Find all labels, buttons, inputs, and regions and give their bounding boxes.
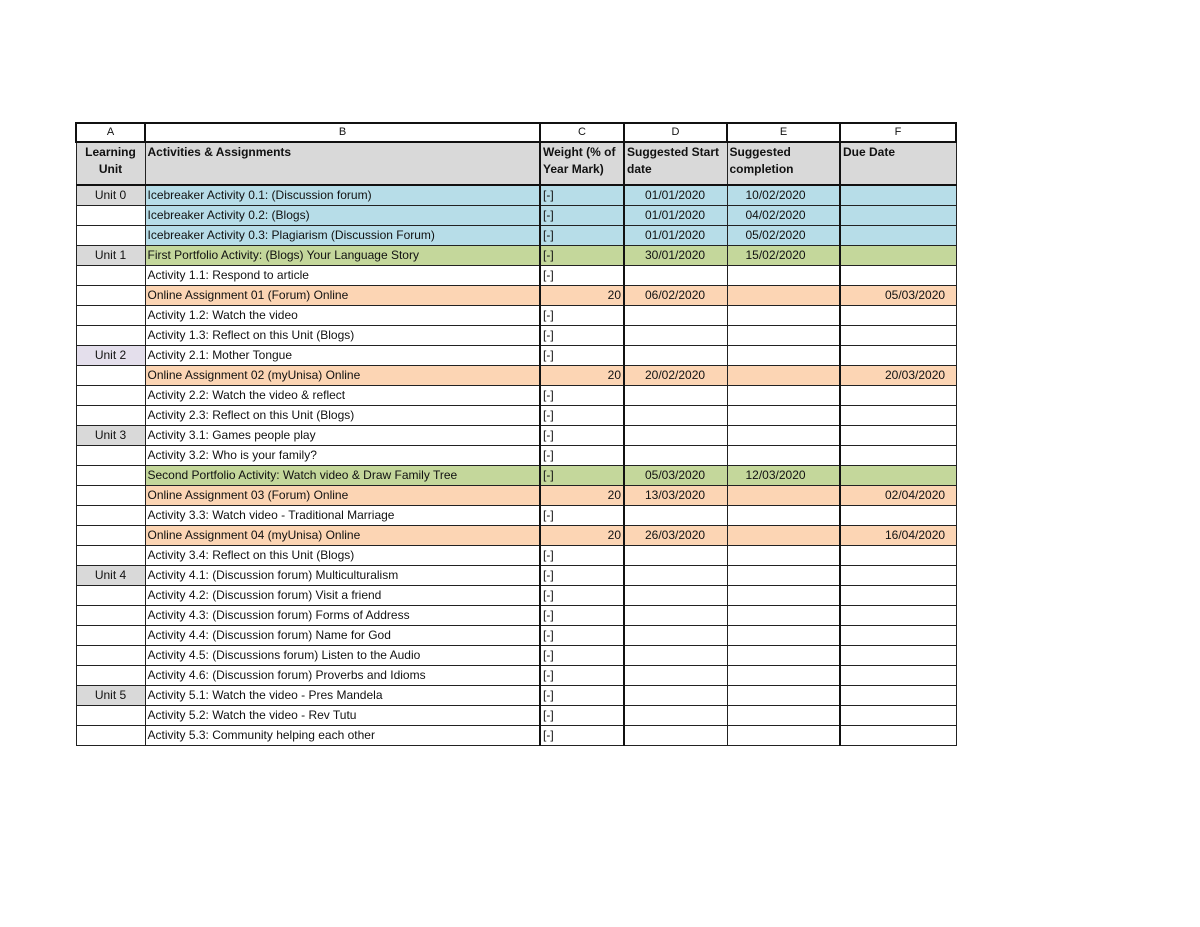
table-row (76, 386, 956, 406)
table-row (76, 546, 956, 566)
cell-start-date[interactable]: 05/03/2020 (624, 466, 727, 486)
cell-start-date[interactable] (624, 586, 727, 606)
cell-due-date[interactable] (840, 185, 956, 206)
column-letter-e[interactable]: E (727, 123, 840, 142)
cell-activity[interactable]: Activity 1.3: Reflect on this Unit (Blogs) (145, 326, 540, 346)
cell-start-date[interactable] (624, 666, 727, 686)
cell-weight[interactable]: [-] (540, 606, 624, 626)
table-row (76, 426, 956, 446)
cell-completion[interactable]: 15/02/2020 (727, 246, 840, 266)
cell-start-date[interactable] (624, 326, 727, 346)
cell-weight[interactable]: [-] (540, 546, 624, 566)
cell-start-date[interactable] (624, 606, 727, 626)
cell-completion[interactable] (727, 626, 840, 646)
cell-completion[interactable]: 10/02/2020 (727, 185, 840, 206)
cell-due-date[interactable] (840, 346, 956, 366)
cell-learning-unit[interactable] (76, 506, 145, 526)
cell-learning-unit[interactable] (76, 626, 145, 646)
cell-activity[interactable]: Online Assignment 01 (Forum) Online (145, 286, 540, 306)
header-activities: Activities & Assignments (145, 142, 540, 185)
table-row (76, 606, 956, 626)
cell-completion[interactable] (727, 486, 840, 506)
cell-weight[interactable]: 20 (540, 526, 624, 546)
cell-start-date[interactable] (624, 626, 727, 646)
cell-start-date[interactable]: 01/01/2020 (624, 226, 727, 246)
cell-learning-unit[interactable] (76, 486, 145, 506)
cell-activity[interactable]: Activity 1.1: Respond to article (145, 266, 540, 286)
cell-due-date[interactable] (840, 606, 956, 626)
cell-completion[interactable] (727, 586, 840, 606)
cell-weight[interactable]: [-] (540, 626, 624, 646)
cell-learning-unit[interactable]: Unit 3 (76, 426, 145, 446)
column-letter-a[interactable]: A (76, 123, 145, 142)
cell-weight[interactable]: [-] (540, 706, 624, 726)
table-row (76, 226, 956, 246)
cell-activity[interactable]: Activity 5.2: Watch the video - Rev Tutu (145, 706, 540, 726)
table-row (76, 446, 956, 466)
cell-activity[interactable]: Online Assignment 02 (myUnisa) Online (145, 366, 540, 386)
cell-activity[interactable]: Activity 4.5: (Discussions forum) Listen to the Audio (145, 646, 540, 666)
cell-activity[interactable]: Icebreaker Activity 0.3: Plagiarism (Discussion Forum) (145, 226, 540, 246)
cell-weight[interactable]: 20 (540, 486, 624, 506)
cell-activity[interactable]: Icebreaker Activity 0.2: (Blogs) (145, 206, 540, 226)
cell-completion[interactable] (727, 546, 840, 566)
table-row (76, 646, 956, 666)
cell-learning-unit[interactable] (76, 706, 145, 726)
cell-start-date[interactable] (624, 706, 727, 726)
cell-activity[interactable]: Activity 2.3: Reflect on this Unit (Blogs) (145, 406, 540, 426)
table-row (76, 346, 956, 366)
table-row (76, 185, 956, 206)
cell-learning-unit[interactable] (76, 226, 145, 246)
cell-weight[interactable]: [-] (540, 326, 624, 346)
cell-activity[interactable]: Activity 3.3: Watch video - Traditional Marriage (145, 506, 540, 526)
cell-weight[interactable]: [-] (540, 506, 624, 526)
cell-learning-unit[interactable] (76, 326, 145, 346)
cell-activity[interactable]: Activity 3.4: Reflect on this Unit (Blogs) (145, 546, 540, 566)
cell-activity[interactable]: Second Portfolio Activity: Watch video & Draw Family Tree (145, 466, 540, 486)
cell-weight[interactable]: [-] (540, 346, 624, 366)
cell-completion[interactable] (727, 326, 840, 346)
cell-completion[interactable] (727, 406, 840, 426)
table-body (76, 185, 956, 746)
cell-start-date[interactable] (624, 426, 727, 446)
cell-start-date[interactable] (624, 726, 727, 746)
cell-completion[interactable]: 04/02/2020 (727, 206, 840, 226)
cell-learning-unit[interactable] (76, 466, 145, 486)
cell-start-date[interactable] (624, 306, 727, 326)
cell-completion[interactable] (727, 286, 840, 306)
cell-learning-unit[interactable] (76, 406, 145, 426)
cell-start-date[interactable] (624, 506, 727, 526)
cell-start-date[interactable]: 13/03/2020 (624, 486, 727, 506)
cell-due-date[interactable] (840, 666, 956, 686)
cell-activity[interactable]: Activity 2.1: Mother Tongue (145, 346, 540, 366)
cell-due-date[interactable] (840, 466, 956, 486)
cell-learning-unit[interactable] (76, 366, 145, 386)
cell-activity[interactable]: Activity 4.4: (Discussion forum) Name for God (145, 626, 540, 646)
cell-start-date[interactable]: 06/02/2020 (624, 286, 727, 306)
cell-learning-unit[interactable]: Unit 2 (76, 346, 145, 366)
cell-weight[interactable]: [-] (540, 246, 624, 266)
cell-due-date[interactable] (840, 266, 956, 286)
cell-weight[interactable]: [-] (540, 726, 624, 746)
cell-due-date[interactable] (840, 726, 956, 746)
table-row (76, 406, 956, 426)
cell-learning-unit[interactable] (76, 206, 145, 226)
cell-learning-unit[interactable]: Unit 4 (76, 566, 145, 586)
cell-completion[interactable] (727, 646, 840, 666)
cell-due-date[interactable] (840, 706, 956, 726)
table-row (76, 266, 956, 286)
cell-start-date[interactable] (624, 686, 727, 706)
cell-activity[interactable]: Activity 4.2: (Discussion forum) Visit a friend (145, 586, 540, 606)
table-row (76, 486, 956, 506)
table-row (76, 526, 956, 546)
cell-due-date[interactable]: 02/04/2020 (840, 486, 956, 506)
header-completion: Suggested completion (727, 142, 840, 185)
column-letter-row (76, 123, 956, 142)
cell-activity[interactable]: Icebreaker Activity 0.1: (Discussion forum) (145, 185, 540, 206)
cell-learning-unit[interactable]: Unit 5 (76, 686, 145, 706)
cell-learning-unit[interactable] (76, 726, 145, 746)
cell-activity[interactable]: Online Assignment 03 (Forum) Online (145, 486, 540, 506)
cell-learning-unit[interactable] (76, 666, 145, 686)
cell-weight[interactable]: [-] (540, 266, 624, 286)
cell-weight[interactable]: [-] (540, 586, 624, 606)
cell-weight[interactable]: [-] (540, 666, 624, 686)
cell-activity[interactable]: Activity 5.3: Community helping each other (145, 726, 540, 746)
cell-weight[interactable]: [-] (540, 386, 624, 406)
cell-due-date[interactable] (840, 686, 956, 706)
cell-due-date[interactable]: 05/03/2020 (840, 286, 956, 306)
cell-completion[interactable] (727, 526, 840, 546)
cell-activity[interactable]: Online Assignment 04 (myUnisa) Online (145, 526, 540, 546)
cell-completion[interactable] (727, 706, 840, 726)
cell-due-date[interactable] (840, 426, 956, 446)
table-row (76, 706, 956, 726)
cell-activity[interactable]: First Portfolio Activity: (Blogs) Your Language Story (145, 246, 540, 266)
cell-learning-unit[interactable] (76, 266, 145, 286)
cell-learning-unit[interactable] (76, 586, 145, 606)
cell-weight[interactable]: [-] (540, 406, 624, 426)
table-row (76, 586, 956, 606)
cell-start-date[interactable] (624, 266, 727, 286)
cell-weight[interactable]: [-] (540, 306, 624, 326)
column-letter-f[interactable]: F (840, 123, 956, 142)
column-letter-c[interactable]: C (540, 123, 624, 142)
cell-learning-unit[interactable]: Unit 1 (76, 246, 145, 266)
cell-start-date[interactable] (624, 566, 727, 586)
cell-due-date[interactable] (840, 226, 956, 246)
cell-weight[interactable]: [-] (540, 426, 624, 446)
cell-due-date[interactable] (840, 246, 956, 266)
cell-due-date[interactable] (840, 306, 956, 326)
table-row (76, 626, 956, 646)
cell-due-date[interactable] (840, 206, 956, 226)
cell-learning-unit[interactable] (76, 546, 145, 566)
cell-start-date[interactable]: 20/02/2020 (624, 366, 727, 386)
cell-completion[interactable] (727, 446, 840, 466)
table-row (76, 306, 956, 326)
cell-completion[interactable]: 12/03/2020 (727, 466, 840, 486)
cell-learning-unit[interactable] (76, 286, 145, 306)
cell-learning-unit[interactable] (76, 606, 145, 626)
table-row (76, 566, 956, 586)
cell-weight[interactable]: 20 (540, 366, 624, 386)
cell-activity[interactable]: Activity 4.1: (Discussion forum) Multiculturalism (145, 566, 540, 586)
cell-weight[interactable]: [-] (540, 446, 624, 466)
cell-completion[interactable] (727, 606, 840, 626)
cell-completion[interactable] (727, 686, 840, 706)
cell-learning-unit[interactable] (76, 306, 145, 326)
cell-start-date[interactable]: 30/01/2020 (624, 246, 727, 266)
cell-weight[interactable]: [-] (540, 646, 624, 666)
header-start-date: Suggested Start date (624, 142, 727, 185)
cell-activity[interactable]: Activity 4.6: (Discussion forum) Proverbs and Idioms (145, 666, 540, 686)
cell-weight[interactable]: 20 (540, 286, 624, 306)
table-row (76, 466, 956, 486)
table-row (76, 246, 956, 266)
cell-start-date[interactable] (624, 406, 727, 426)
cell-weight[interactable]: [-] (540, 226, 624, 246)
cell-completion[interactable] (727, 266, 840, 286)
header-weight: Weight (% of Year Mark) (540, 142, 624, 185)
cell-start-date[interactable]: 01/01/2020 (624, 206, 727, 226)
cell-activity[interactable]: Activity 1.2: Watch the video (145, 306, 540, 326)
table-row (76, 726, 956, 746)
cell-activity[interactable]: Activity 4.3: (Discussion forum) Forms of Address (145, 606, 540, 626)
cell-activity[interactable]: Activity 5.1: Watch the video - Pres Mandela (145, 686, 540, 706)
schedule-table (75, 122, 957, 746)
table-row (76, 206, 956, 226)
cell-start-date[interactable]: 26/03/2020 (624, 526, 727, 546)
cell-completion[interactable] (727, 386, 840, 406)
cell-completion[interactable] (727, 566, 840, 586)
cell-due-date[interactable] (840, 586, 956, 606)
cell-completion[interactable] (727, 426, 840, 446)
cell-due-date[interactable] (840, 566, 956, 586)
cell-learning-unit[interactable]: Unit 0 (76, 185, 145, 206)
table-row (76, 326, 956, 346)
cell-due-date[interactable] (840, 326, 956, 346)
cell-learning-unit[interactable] (76, 386, 145, 406)
cell-completion[interactable]: 05/02/2020 (727, 226, 840, 246)
cell-start-date[interactable]: 01/01/2020 (624, 185, 727, 206)
cell-due-date[interactable] (840, 386, 956, 406)
cell-due-date[interactable] (840, 406, 956, 426)
cell-start-date[interactable] (624, 646, 727, 666)
cell-due-date[interactable] (840, 506, 956, 526)
cell-start-date[interactable] (624, 386, 727, 406)
header-row (76, 142, 956, 185)
cell-start-date[interactable] (624, 346, 727, 366)
table-row (76, 366, 956, 386)
cell-completion[interactable] (727, 666, 840, 686)
cell-completion[interactable] (727, 366, 840, 386)
cell-due-date[interactable] (840, 626, 956, 646)
cell-learning-unit[interactable] (76, 526, 145, 546)
cell-due-date[interactable] (840, 646, 956, 666)
cell-activity[interactable]: Activity 2.2: Watch the video & reflect (145, 386, 540, 406)
header-learning-unit: Learning Unit (76, 142, 145, 185)
table-row (76, 286, 956, 306)
header-due-date: Due Date (840, 142, 956, 185)
cell-start-date[interactable] (624, 546, 727, 566)
cell-weight[interactable]: [-] (540, 206, 624, 226)
cell-weight[interactable]: [-] (540, 566, 624, 586)
cell-weight[interactable]: [-] (540, 686, 624, 706)
cell-completion[interactable] (727, 346, 840, 366)
table-row (76, 686, 956, 706)
cell-activity[interactable]: Activity 3.2: Who is your family? (145, 446, 540, 466)
cell-due-date[interactable] (840, 446, 956, 466)
cell-activity[interactable]: Activity 3.1: Games people play (145, 426, 540, 446)
cell-learning-unit[interactable] (76, 446, 145, 466)
cell-completion[interactable] (727, 306, 840, 326)
cell-due-date[interactable] (840, 546, 956, 566)
cell-start-date[interactable] (624, 446, 727, 466)
cell-completion[interactable] (727, 726, 840, 746)
table-row (76, 666, 956, 686)
cell-due-date[interactable]: 20/03/2020 (840, 366, 956, 386)
cell-due-date[interactable]: 16/04/2020 (840, 526, 956, 546)
cell-weight[interactable]: [-] (540, 466, 624, 486)
table-row (76, 506, 956, 526)
column-letter-d[interactable]: D (624, 123, 727, 142)
cell-learning-unit[interactable] (76, 646, 145, 666)
column-letter-b[interactable]: B (145, 123, 540, 142)
cell-completion[interactable] (727, 506, 840, 526)
cell-weight[interactable]: [-] (540, 185, 624, 206)
